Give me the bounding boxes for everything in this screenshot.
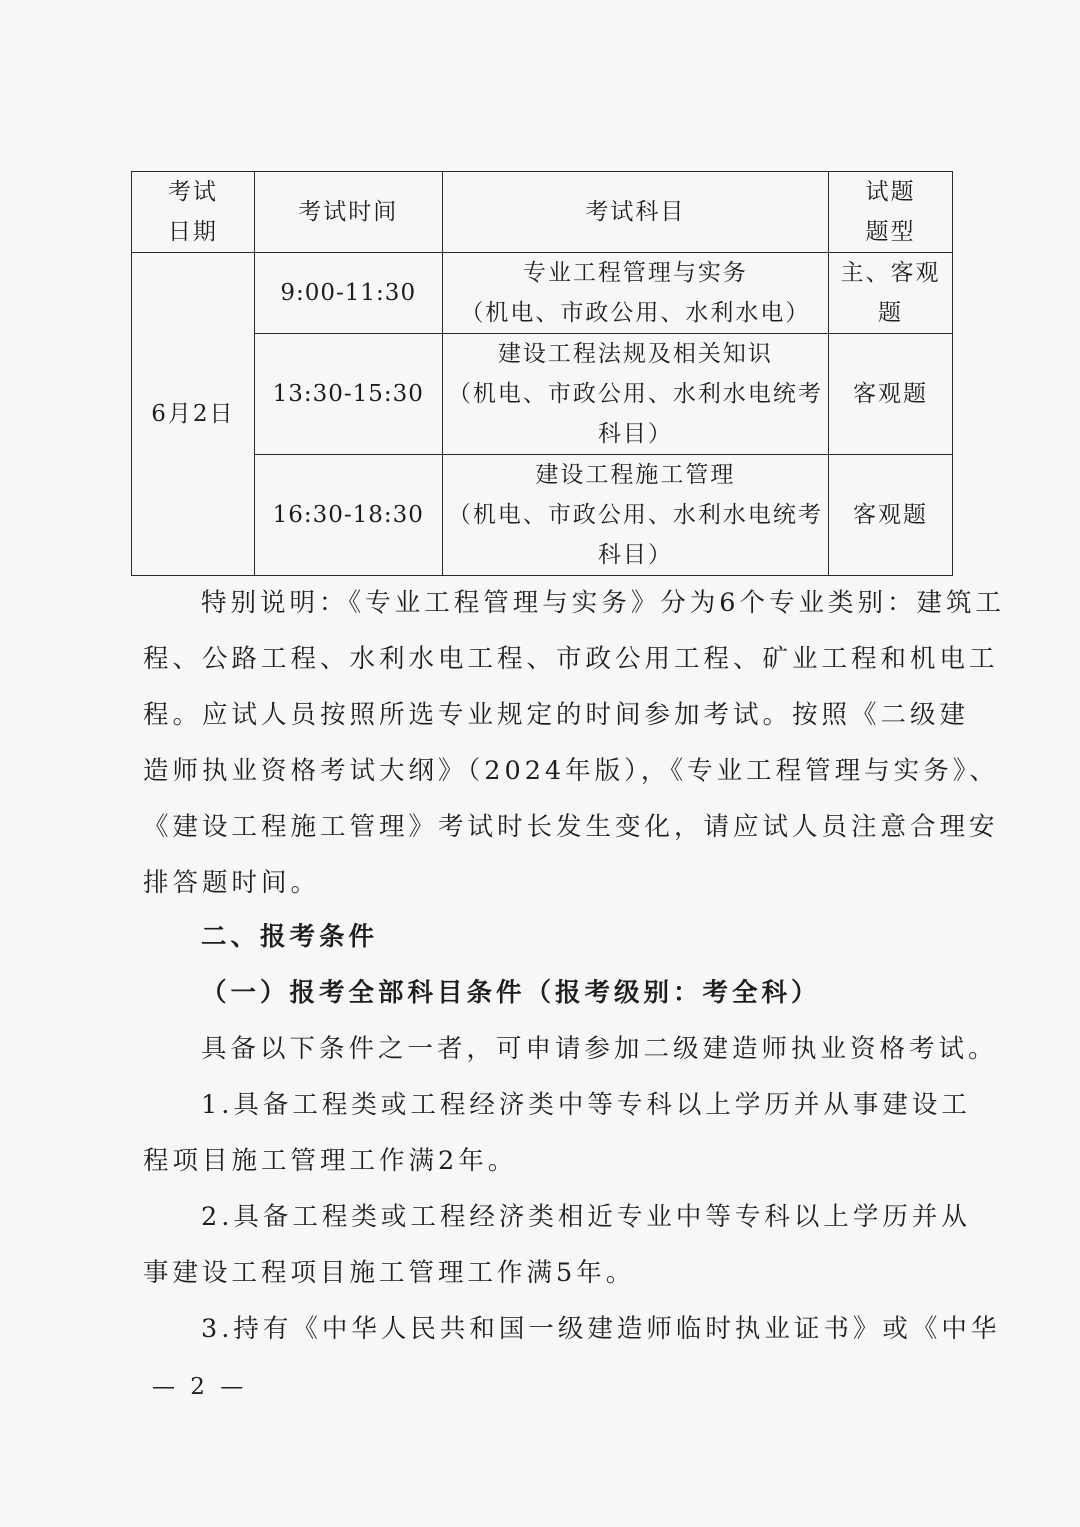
table-header-row (132, 172, 953, 253)
note-line: 造师执业资格考试大纲》（2024年版），《专业工程管理与实务》、 (143, 756, 999, 786)
condition-item-2: 2.具备工程类或工程经济类相近专业中等专科以上学历并从 (201, 1202, 971, 1232)
note-line: 《建设工程施工管理》考试时长发生变化，请应试人员注意合理安 (143, 812, 999, 842)
exam-schedule-table (131, 171, 953, 576)
header-question-type: 试题 题型 (829, 172, 953, 253)
table-row (132, 334, 953, 455)
exam-subject-cell: 建设工程法规及相关知识 （机电、市政公用、水利水电统考 科目） (442, 334, 828, 455)
header-exam-subject: 考试科目 (442, 172, 828, 253)
note-line: 程、公路工程、水利水电工程、市政公用工程、矿业工程和机电工 (143, 644, 999, 674)
special-note-paragraph (143, 575, 1005, 911)
question-type-cell: 客观题 (829, 455, 953, 576)
table-row (132, 455, 953, 576)
section-heading: 二、报考条件 (201, 922, 379, 952)
question-type-cell: 客观题 (829, 334, 953, 455)
exam-date-cell: 6月2日 (132, 253, 255, 576)
subsection-heading: （一）报考全部科目条件（报考级别：考全科） (201, 978, 821, 1008)
condition-item-1-cont: 程项目施工管理工作满2年。 (143, 1146, 518, 1176)
exam-subject-cell: 专业工程管理与实务 （机电、市政公用、水利水电） (442, 253, 828, 334)
exam-time-cell: 13:30-15:30 (254, 334, 442, 455)
exam-subject-cell: 建设工程施工管理 （机电、市政公用、水利水电统考 科目） (442, 455, 828, 576)
page-number: — 2 — (152, 1374, 248, 1400)
intro-line: 具备以下条件之一者，可申请参加二级建造师执业资格考试。 (201, 1034, 998, 1064)
exam-time-cell: 16:30-18:30 (254, 455, 442, 576)
condition-item-1: 1.具备工程类或工程经济类中等专科以上学历并从事建设工 (201, 1090, 971, 1120)
note-line: 排答题时间。 (143, 868, 321, 898)
condition-item-2-cont: 事建设工程项目施工管理工作满5年。 (143, 1258, 636, 1288)
header-exam-date: 考试 日期 (132, 172, 255, 253)
exam-time-cell: 9:00-11:30 (254, 253, 442, 334)
note-line: 特别说明：《专业工程管理与实务》分为6个专业类别：建筑工 (201, 588, 1005, 618)
header-exam-time: 考试时间 (254, 172, 442, 253)
note-line: 程。应试人员按照所选专业规定的时间参加考试。按照《二级建 (143, 700, 970, 730)
condition-item-3: 3.持有《中华人民共和国一级建造师临时执业证书》或《中华 (201, 1314, 1001, 1344)
question-type-cell: 主、客观 题 (829, 253, 953, 334)
table-row (132, 253, 953, 334)
section-2 (143, 909, 1001, 1357)
